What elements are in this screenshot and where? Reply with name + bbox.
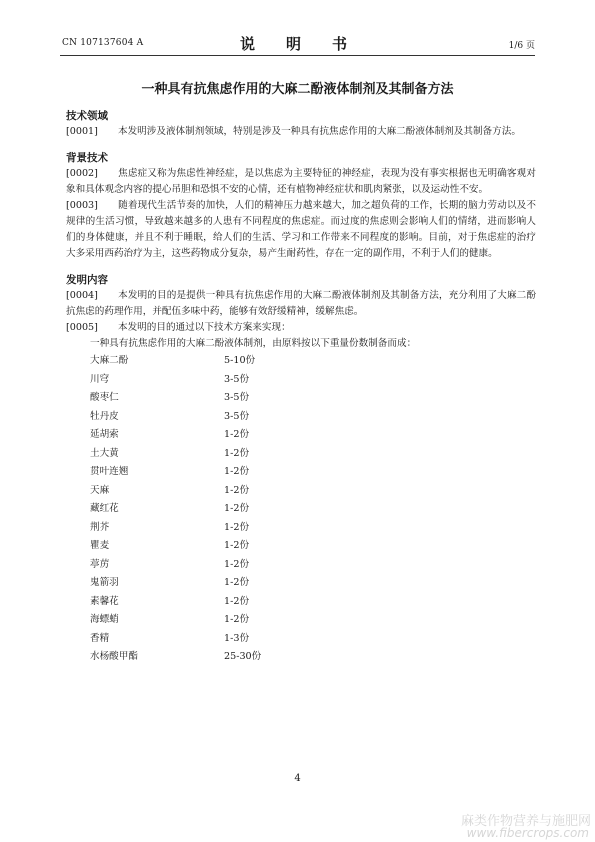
- ingredient-amount: 25-30份: [224, 651, 262, 663]
- paragraph-number: [0002]: [66, 168, 98, 179]
- ingredient-row: [90, 519, 261, 538]
- ingredient-amount: 1-2份: [224, 521, 250, 533]
- formula-intro: 一种具有抗焦虑作用的大麻二酚液体制剂，由原料按以下重量份数制备而成：: [90, 338, 417, 349]
- paragraph-0001: [66, 124, 536, 140]
- ingredient-name: 大麻二酚: [90, 355, 129, 367]
- ingredient-amount: 1-2份: [224, 577, 250, 589]
- paragraph-text: 随着现代生活节奏的加快，人们的精神压力越来越大，加之超负荷的工作，长期的脑力劳动以及不规律的生活习惯，导致越来越多的人患有不同程度的焦虑症。而过度的焦虑则会影响人们的情绪，进而影响人们的身体健康，并且不利于睡眠，给人们的生活、学习和工作带来不同程度的影响。目前，对于焦虑症的治疗大多采用西药治疗为主，这些药物成分复杂，易产生耐药性，存在一定的副作用，不利于人们的健康。: [66, 200, 536, 259]
- section-heading-background: 背景技术: [66, 152, 108, 164]
- ingredient-row: [90, 630, 261, 649]
- header-page-count: 1/6 页: [508, 41, 535, 51]
- paragraph-0002: [66, 166, 536, 198]
- ingredient-row: [90, 426, 261, 445]
- watermark-en: www.fibercrops.com: [466, 826, 589, 840]
- ingredient-name: 香精: [90, 632, 110, 644]
- ingredient-row: [90, 408, 261, 427]
- paragraph-number: [0005]: [66, 322, 98, 333]
- ingredient-name: 葶苈: [90, 558, 110, 570]
- ingredient-amount: 1-2份: [224, 429, 250, 441]
- ingredient-row: [90, 648, 261, 667]
- paragraph-number: [0001]: [66, 126, 98, 137]
- ingredient-amount: 1-3份: [224, 632, 250, 644]
- ingredient-name: 瞿麦: [90, 540, 110, 552]
- paragraph-text: 本发明的目的通过以下技术方案来实现：: [118, 322, 291, 333]
- ingredient-amount: 1-2份: [224, 466, 250, 478]
- ingredient-amount: 3-5份: [224, 410, 250, 422]
- ingredient-name: 酸枣仁: [90, 392, 119, 404]
- page-number: 4: [294, 773, 301, 784]
- header-publication-number: CN 107137604 A: [62, 38, 144, 48]
- ingredient-row: [90, 574, 261, 593]
- ingredient-amount: 1-2份: [224, 447, 250, 459]
- ingredient-row: [90, 537, 261, 556]
- ingredient-amount: 1-2份: [224, 558, 250, 570]
- paragraph-text: 本发明涉及液体制剂领域，特别是涉及一种具有抗焦虑作用的大麻二酚液体制剂及其制备方法。: [118, 126, 521, 137]
- ingredient-name: 贯叶连翘: [90, 466, 129, 478]
- ingredient-amount: 1-2份: [224, 484, 250, 496]
- ingredient-name: 荆芥: [90, 521, 110, 533]
- document-body: [66, 108, 536, 667]
- paragraph-0003: [66, 198, 536, 262]
- ingredient-amount: 5-10份: [224, 355, 256, 367]
- ingredient-name: 川穹: [90, 373, 110, 385]
- paragraph-0004: [66, 288, 536, 320]
- ingredient-row: [90, 352, 261, 371]
- ingredient-row: [90, 500, 261, 519]
- ingredient-name: 土大黄: [90, 447, 119, 459]
- ingredient-row: [90, 482, 261, 501]
- ingredient-amount: 3-5份: [224, 392, 250, 404]
- ingredient-name: 鬼箭羽: [90, 577, 119, 589]
- section-heading-tech-field: 技术领域: [66, 110, 108, 122]
- ingredient-row: [90, 463, 261, 482]
- paragraph-text: 焦虑症又称为焦虑性神经症，是以焦虑为主要特征的神经症，表现为没有事实根据也无明确客观对象和具体观念内容的提心吊胆和恐惧不安的心情，还有植物神经症状和肌肉紧张，以及运动性不安。: [66, 168, 536, 195]
- watermark-cn: 麻类作物营养与施肥网: [460, 814, 591, 829]
- ingredient-row: [90, 611, 261, 630]
- paragraph-0005: [66, 320, 536, 336]
- ingredient-amount: 1-2份: [224, 595, 250, 607]
- ingredient-name: 海螵蛸: [90, 614, 119, 626]
- ingredient-name: 牡丹皮: [90, 410, 119, 422]
- header-rule: [60, 55, 535, 56]
- ingredient-amount: 1-2份: [224, 503, 250, 515]
- ingredient-row: [90, 445, 261, 464]
- ingredient-name: 天麻: [90, 484, 110, 496]
- ingredient-amount: 3-5份: [224, 373, 250, 385]
- document-title: 一种具有抗焦虑作用的大麻二酚液体制剂及其制备方法: [141, 82, 454, 97]
- paragraph-number: [0004]: [66, 290, 98, 301]
- paragraph-text: 本发明的目的是提供一种具有抗焦虑作用的大麻二酚液体制剂及其制备方法，充分利用了大麻二酚抗焦虑的药理作用，并配伍多味中药，能够有效舒缓精神，缓解焦虑。: [66, 290, 536, 317]
- ingredient-name: 水杨酸甲酯: [90, 651, 138, 663]
- ingredient-row: [90, 556, 261, 575]
- ingredient-name: 延胡索: [90, 429, 119, 441]
- ingredient-row: [90, 593, 261, 612]
- paragraph-number: [0003]: [66, 200, 98, 211]
- ingredient-row: [90, 371, 261, 390]
- section-heading-summary: 发明内容: [66, 274, 108, 286]
- ingredient-table: [90, 352, 261, 667]
- ingredient-amount: 1-2份: [224, 614, 250, 626]
- ingredient-amount: 1-2份: [224, 540, 250, 552]
- header-doc-type: 说 明 书: [239, 35, 355, 53]
- ingredient-name: 藏红花: [90, 503, 119, 515]
- ingredient-name: 素馨花: [90, 595, 119, 607]
- ingredient-row: [90, 389, 261, 408]
